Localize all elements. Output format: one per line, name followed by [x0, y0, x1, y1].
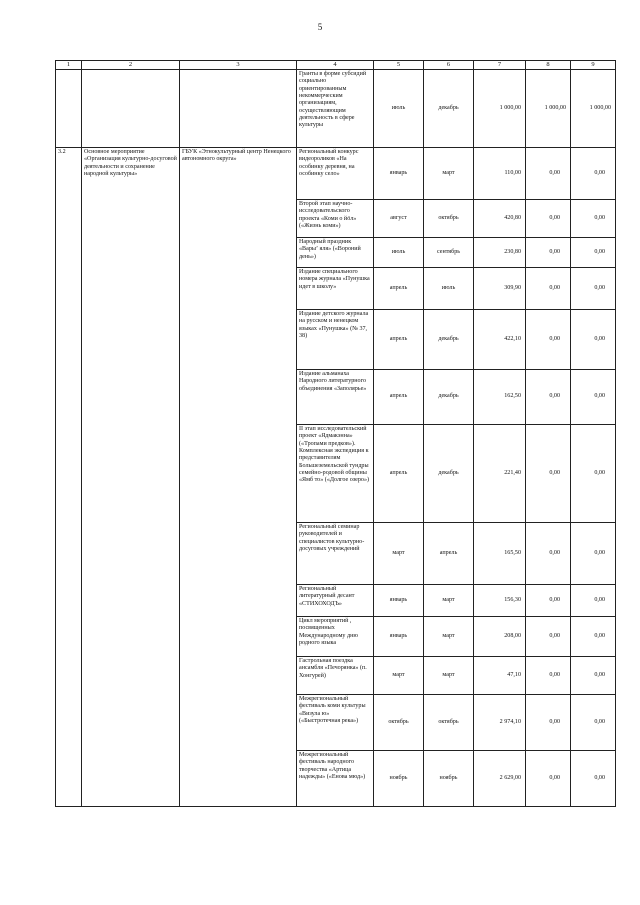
end-month: декабрь	[424, 70, 474, 148]
amount-year-2: 0,00	[571, 148, 616, 200]
amount-total: 422,10	[474, 310, 526, 370]
amount-year-2: 0,00	[571, 200, 616, 238]
amount-total: 309,90	[474, 268, 526, 310]
event-name: Гранты в форме субсидий социально ориентированным некоммерческим организациям, осуществляющим деятельность в сфере культуры	[297, 70, 374, 148]
end-month: октябрь	[424, 695, 474, 751]
start-month: январь	[374, 617, 424, 657]
amount-year-1: 0,00	[526, 617, 571, 657]
amount-total: 2 629,00	[474, 751, 526, 807]
end-month: декабрь	[424, 425, 474, 523]
column-number: 3	[180, 61, 297, 70]
amount-total: 230,80	[474, 238, 526, 268]
event-name: Гастрольная поездка ансамбля «Печорянка» (п. Хонгурей)	[297, 657, 374, 695]
amount-year-2: 0,00	[571, 751, 616, 807]
start-month: октябрь	[374, 695, 424, 751]
amount-year-1: 0,00	[526, 585, 571, 617]
amount-year-2: 0,00	[571, 310, 616, 370]
end-month: март	[424, 148, 474, 200]
column-number-row	[56, 61, 616, 70]
amount-year-1: 0,00	[526, 370, 571, 425]
event-name: Региональный семинар руководителей и специалистов культурно-досуговых учреждений	[297, 523, 374, 585]
amount-year-2: 0,00	[571, 695, 616, 751]
event-name: Цикл мероприятий , посвященных Международному дню родного языка	[297, 617, 374, 657]
amount-year-2: 0,00	[571, 370, 616, 425]
amount-total: 208,00	[474, 617, 526, 657]
amount-total: 221,40	[474, 425, 526, 523]
start-month: апрель	[374, 370, 424, 425]
end-month: ноябрь	[424, 751, 474, 807]
event-name: Издание специального номера журнала «Пунушка идет в школу»	[297, 268, 374, 310]
section-number: 3.2	[56, 148, 82, 807]
amount-year-2: 1 000,00	[571, 70, 616, 148]
column-number: 7	[474, 61, 526, 70]
event-name: Региональный конкурс видеороликов «На особинку деревня, на особинку село»	[297, 148, 374, 200]
end-month: март	[424, 617, 474, 657]
amount-year-2: 0,00	[571, 268, 616, 310]
amount-year-1: 0,00	[526, 200, 571, 238]
end-month: март	[424, 585, 474, 617]
column-number: 8	[526, 61, 571, 70]
amount-year-1: 0,00	[526, 310, 571, 370]
activity-cell	[82, 70, 180, 148]
end-month: сентябрь	[424, 238, 474, 268]
amount-year-1: 0,00	[526, 657, 571, 695]
amount-year-2: 0,00	[571, 657, 616, 695]
amount-year-2: 0,00	[571, 523, 616, 585]
event-name: Региональный литературный десант «СТИХОХОДЪ»	[297, 585, 374, 617]
amount-year-2: 0,00	[571, 425, 616, 523]
table-row	[56, 148, 616, 200]
column-number: 1	[56, 61, 82, 70]
amount-total: 110,00	[474, 148, 526, 200]
event-name: Второй этап научно-исследовательского проекта «Коми о йöл» («Жизнь коми»)	[297, 200, 374, 238]
amount-year-2: 0,00	[571, 585, 616, 617]
amount-total: 1 000,00	[474, 70, 526, 148]
amount-total: 2 974,10	[474, 695, 526, 751]
amount-year-1: 0,00	[526, 695, 571, 751]
event-name: Народный праздник «Варыʼ яля» («Вороний день»)	[297, 238, 374, 268]
program-table	[55, 60, 616, 807]
start-month: январь	[374, 148, 424, 200]
amount-total: 420,80	[474, 200, 526, 238]
end-month: октябрь	[424, 200, 474, 238]
event-name: Межрегиональный фестиваль народного творчества «Артица надежды» («Енова мюд»)	[297, 751, 374, 807]
column-number: 2	[82, 61, 180, 70]
start-month: апрель	[374, 268, 424, 310]
row-number-cell	[56, 70, 82, 148]
amount-year-1: 0,00	[526, 751, 571, 807]
amount-year-1: 0,00	[526, 148, 571, 200]
start-month: ноябрь	[374, 751, 424, 807]
column-number: 5	[374, 61, 424, 70]
amount-year-2: 0,00	[571, 238, 616, 268]
section-executor: ГБУК «Этнокультурный центр Ненецкого автономного округа»	[180, 148, 297, 807]
end-month: июль	[424, 268, 474, 310]
event-name: Издание альманаха Народного литературного объединения «Заполярье»	[297, 370, 374, 425]
amount-year-1: 0,00	[526, 425, 571, 523]
amount-year-1: 0,00	[526, 523, 571, 585]
start-month: апрель	[374, 310, 424, 370]
event-name: Межрегиональный фестиваль коми культуры «Визула ю» («Быстротечная река»)	[297, 695, 374, 751]
amount-total: 162,50	[474, 370, 526, 425]
executor-cell	[180, 70, 297, 148]
column-number: 4	[297, 61, 374, 70]
amount-total: 156,30	[474, 585, 526, 617]
start-month: август	[374, 200, 424, 238]
column-number: 9	[571, 61, 616, 70]
column-number: 6	[424, 61, 474, 70]
start-month: март	[374, 523, 424, 585]
start-month: июль	[374, 70, 424, 148]
event-name: II этап исследовательский проект «Ядмакэнна» («Тропами предков»). Комплексная экспедиция к представителям Большеземельской тундры семейно-родовой общины «Ямб то» («Долгое озеро»)	[297, 425, 374, 523]
end-month: декабрь	[424, 310, 474, 370]
end-month: декабрь	[424, 370, 474, 425]
start-month: март	[374, 657, 424, 695]
amount-year-1: 1 000,00	[526, 70, 571, 148]
section-title: Основное мероприятие «Организация культурно-досуговой деятельности и сохранение народной культуры»	[82, 148, 180, 807]
start-month: январь	[374, 585, 424, 617]
table-row	[56, 70, 616, 148]
start-month: июль	[374, 238, 424, 268]
end-month: март	[424, 657, 474, 695]
event-name: Издание детского журнала на русском и ненецком языках «Пунушка» (№ 37, 38)	[297, 310, 374, 370]
amount-total: 165,50	[474, 523, 526, 585]
page-number: 5	[317, 22, 323, 32]
amount-year-1: 0,00	[526, 268, 571, 310]
end-month: апрель	[424, 523, 474, 585]
amount-year-1: 0,00	[526, 238, 571, 268]
start-month: апрель	[374, 425, 424, 523]
amount-total: 47,10	[474, 657, 526, 695]
amount-year-2: 0,00	[571, 617, 616, 657]
